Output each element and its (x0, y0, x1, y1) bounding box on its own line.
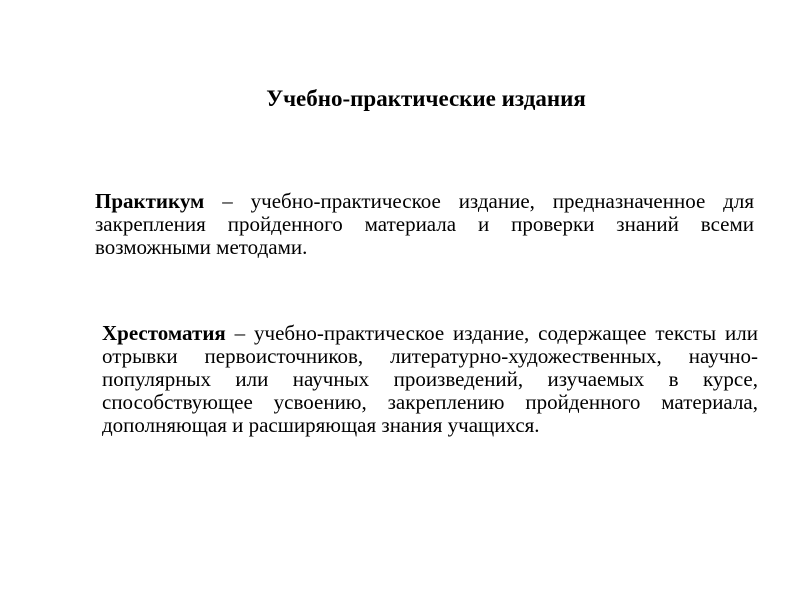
definition-term: Хрестоматия (102, 321, 226, 345)
definition-praktikum (95, 190, 754, 259)
slide-title: Учебно-практические издания (266, 86, 586, 111)
definition-term: Практикум (95, 189, 205, 213)
definition-khrestomatiya (102, 322, 758, 437)
definition-text: – учебно-практическое издание, содержащее тексты или отрывки первоисточников, литературно-художественных, научно-популярных или научных произведений, изучаемых в курсе, способствующее усвоению, закреплению пройденного материала, дополняющая и расширяющая знания учащихся. (102, 321, 758, 437)
definition-text: – учебно-практическое издание, предназначенное для закрепления пройденного материала и проверки знаний всеми возможными методами. (95, 189, 754, 259)
